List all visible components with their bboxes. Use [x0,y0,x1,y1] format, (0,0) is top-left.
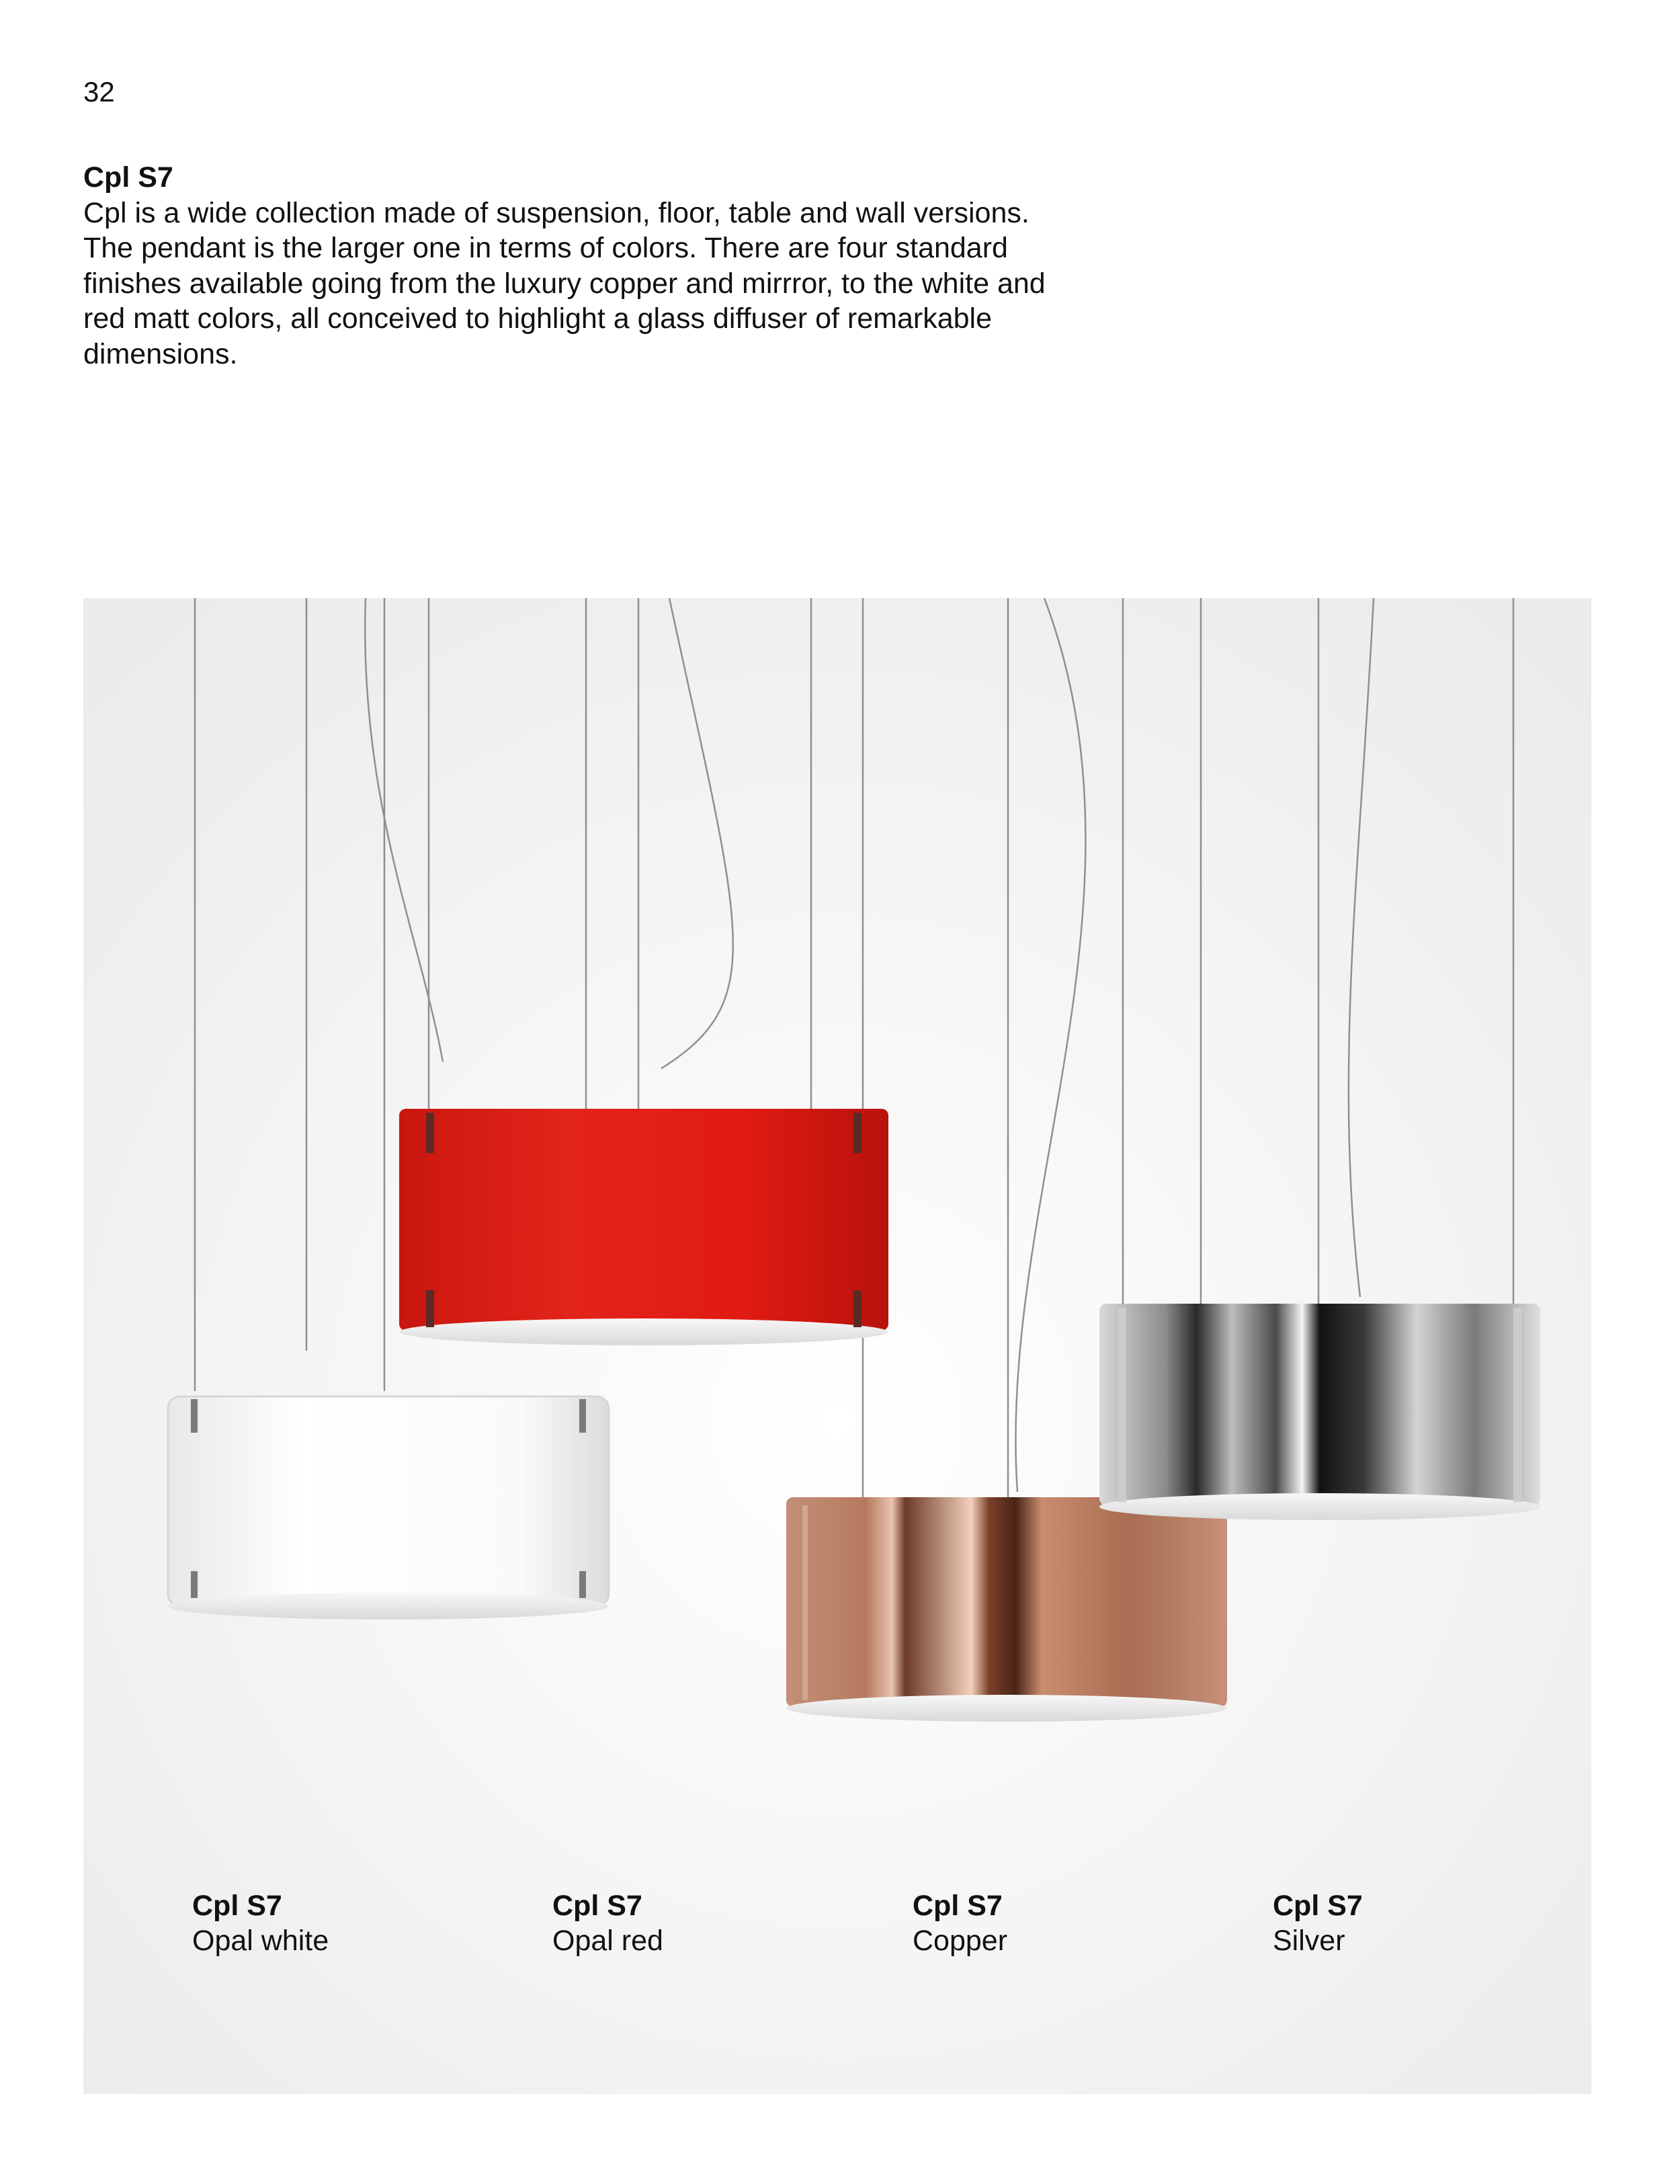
caption-model: Cpl S7 [192,1890,282,1922]
caption-silver [1273,1888,1609,1958]
lamp-opal-white [168,1396,609,1620]
product-intro [83,160,1105,372]
caption-opal-red [552,1888,888,1958]
product-description: Cpl is a wide collection made of suspension, floor, table and wall versions. The pendant is the larger one in terms of colors. There are four standard finishes available going from the luxury copper and mirrror, to the white and red matt colors, all conceived to highlight a glass diffuser of remarkable dimensions. [83,196,1046,370]
product-title: Cpl S7 [83,161,173,194]
lamp-silver [1099,1304,1540,1520]
caption-opal-white [192,1888,528,1958]
caption-finish: Opal red [552,1925,663,1957]
caption-finish: Opal white [192,1925,329,1957]
product-photo [83,598,1591,2094]
page-number: 32 [83,76,115,108]
caption-finish: Copper [913,1925,1008,1957]
caption-finish: Silver [1273,1925,1345,1957]
caption-copper [913,1888,1249,1958]
caption-model: Cpl S7 [913,1890,1003,1922]
pendant-lamps-illustration [83,598,1591,2094]
caption-model: Cpl S7 [1273,1890,1363,1922]
caption-model: Cpl S7 [552,1890,642,1922]
lamp-opal-red [399,1109,888,1345]
lamp-copper [786,1497,1227,1722]
